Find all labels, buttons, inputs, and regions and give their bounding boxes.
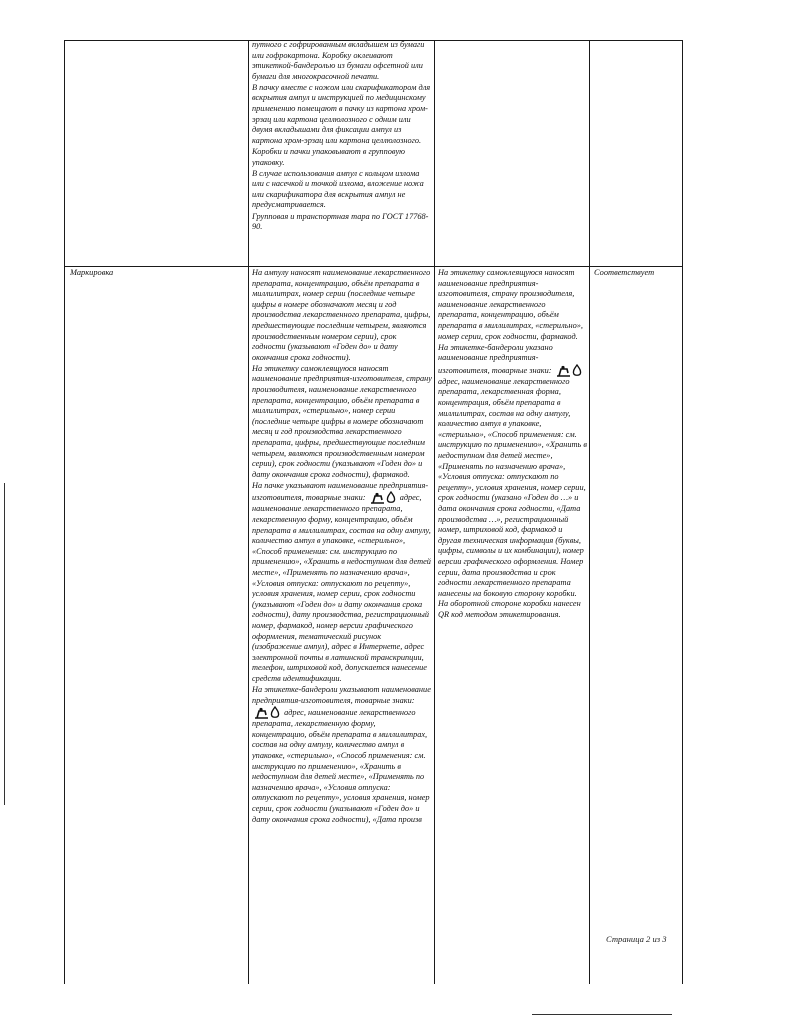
drop-emblem-icon xyxy=(386,491,396,504)
packaging-paragraph-2: В пачку вместе с ножом или скарификатором для вскрытия ампул и инструкцией по медицинскому применению помещают в пачку из картона хром-эрзац или картона целлюлозного с одним или двумя вкладышами для фиксации ампул из картона хром-эрзац или картона целлюлозного. xyxy=(252,82,431,145)
actual-band-intro: На этикетке-бандероли указано наименование предприятия-изготовителя, товарные знаки: xyxy=(438,342,553,375)
table-right-border xyxy=(682,40,683,984)
row-divider xyxy=(64,266,683,267)
scan-margin-mark xyxy=(4,483,5,805)
trademark-icons-actual xyxy=(556,364,582,377)
trademark-icon xyxy=(370,492,385,504)
trademark-icon xyxy=(556,365,571,377)
band-marking-intro: На этикетке-бандероли указывают наименование предприятия-изготовителя, товарные знаки: xyxy=(252,685,431,705)
packaging-paragraph-1: путного с гофрированным вкладышем из бумаги или гофрокартона. Коробку оклеивают этикеткой-бандеролью из бумаги офсетной или бумаги для многокрасочной печати. xyxy=(252,40,425,81)
actual-band-details: адрес, наименование лекарственного препарата, лекарственная форма, концентрация, объём препарата в миллилитрах, состав на одну ампулу, количество ампул в упаковке, «стерильно», «Способ применения: см. инструкцию по применению», «Хранить в недоступном для детей месте», «Применять по назначению врача», «Условия отпуска: отпускают по рецепту», условия хранения, номер серии, срок годности (указано «Годен до …» и дата окончания срока годности, «Дата производства …», регистрационный номер, штриховой код, фармакод и другая техническая информация (буквы, цифры, символы и их комбинации), номер версии графического оформления. Номер серии, дата производства и срок годности лекарственного препарата нанесены на боковую сторону коробки. На оборотной стороне коробки нанесен QR код методом этикетирования. xyxy=(438,376,587,619)
band-marking-details: адрес, наименование лекарственного препарата, лекарственную форму, концентрацию, объём препарата в миллилитрах, состав на одну ампулу, количество ампул в упаковке, «стерильно», «Способ применения: см. инструкцию по применению», «Хранить в недоступном для детей месте», «Применять по назначению врача», «Условия отпуска: отпускают по рецепту», условия хранения, номер серии, срок годности (указывают «Годен до» и дату окончания срока годности), «Дата произв xyxy=(252,708,430,824)
actual-label-marking: На этикетку самоклеящуюся наносят наименование предприятия-изготовителя, страну производителя, наименование лекарственного препарата, концентрацию, объём препарата в миллилитрах, «стерильно», номер серии, срок годности, фармакод. xyxy=(438,268,583,341)
ampoule-marking: На ампулу наносят наименование лекарственного препарата, концентрацию, объём препарата в миллилитрах, номер серии (последние четыре цифры в номере обозначают месяц и год производства лекарственного препарата, цифры, предшествующие последним четырем, являются производственным номером серии), срок годности (указывают «Годен до» и дату окончания срока годности). xyxy=(252,268,431,362)
trademark-icon xyxy=(254,707,269,719)
trademark-icons-band xyxy=(254,706,280,719)
drop-emblem-icon xyxy=(270,706,280,719)
col2-col3-divider xyxy=(434,40,435,984)
pack-marking xyxy=(252,481,432,685)
compliance-status: Соответствует xyxy=(594,268,655,277)
packaging-description xyxy=(252,40,432,266)
drop-emblem-icon xyxy=(572,364,582,377)
trademark-icons xyxy=(370,491,396,504)
table-left-border xyxy=(64,40,65,984)
row-label-marking: Маркировка xyxy=(70,268,114,277)
packaging-paragraph-5: Групповая и транспортная тара по ГОСТ 17768-90. xyxy=(252,211,429,232)
label-marking: На этикетку самоклеящуюся наносят наименование предприятия-изготовителя, страну производителя, наименование лекарственного препарата, концентрацию, объём препарата в миллилитрах, «стерильно», номер серии (последние четыре цифры в номере обозначают месяц и год производства лекарственного препарата, цифры, предшествующие последним четырем, являются производственным номером серии), срок годности (указывают «Годен до» и дату окончания срока годности), фармакод. xyxy=(252,363,432,479)
marking-actual xyxy=(438,268,587,768)
page-number: Страница 2 из 3 xyxy=(606,934,667,944)
signature-line xyxy=(532,1014,672,1015)
marking-requirements xyxy=(252,268,432,983)
packaging-paragraph-4: В случае использования ампул с кольцом излома или с насечкой и точкой излома, вложение ножа или скарификатора для вскрытия ампул не предусматривается. xyxy=(252,168,424,210)
col3-col4-divider xyxy=(589,40,590,984)
actual-band-marking xyxy=(438,343,587,621)
band-marking xyxy=(252,685,432,825)
pack-marking-intro: На пачке указывают наименование предприятия-изготовителя, товарные знаки: xyxy=(252,480,429,503)
pack-marking-details: адрес, наименование лекарственного препарата, лекарственную форму, концентрацию, объём препарата в миллилитрах, состав на одну ампулу, количество ампул в упаковке, «стерильно», «Способ применения: см. инструкцию по применению», «Хранить в недоступном для детей месте», «Применять по назначению врача», «Условия отпуска: отпускают по рецепту», условия хранения, номер серии, срок годности (указывают «Годен до» и дату окончания срока годности), дату производства, регистрационный номер, фармакод, номер версии графического оформления, тематический рисунок (изображение ампул), адрес в Интернете, адрес электронной почты в латинской транскрипции, телефон, штриховой код, допускается нанесение средств идентификации. xyxy=(252,493,431,683)
col1-col2-divider xyxy=(248,40,249,984)
packaging-paragraph-3: Коробки и пачки упаковывают в групповую упаковку. xyxy=(252,146,406,167)
